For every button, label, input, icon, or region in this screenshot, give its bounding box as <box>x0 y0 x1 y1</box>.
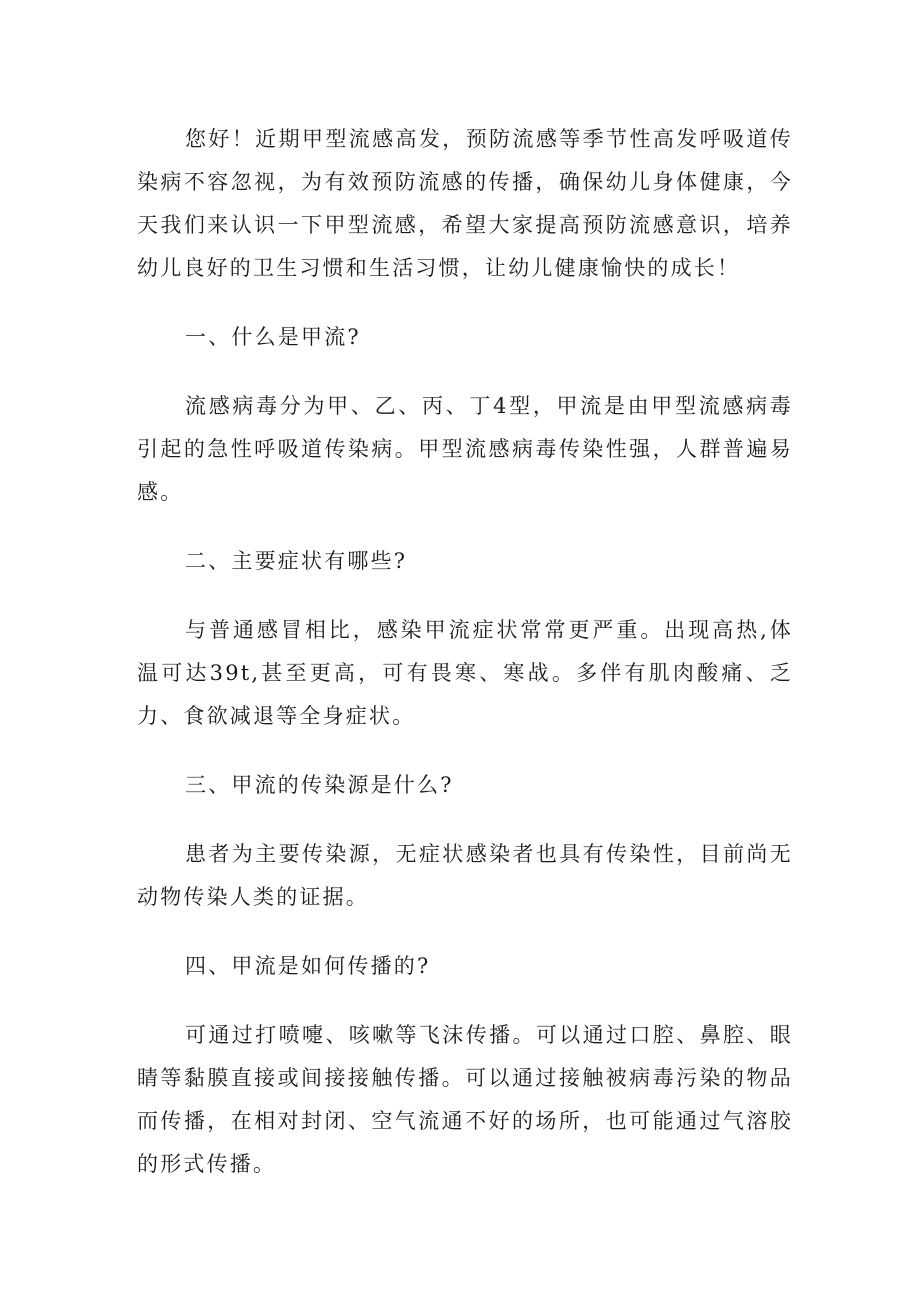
section-2-heading: 二、主要症状有哪些? <box>185 549 408 573</box>
document-body <box>137 118 793 1212</box>
section-3-heading: 三、甲流的传染源是什么? <box>185 773 454 797</box>
section-1-heading: 一、什么是甲流? <box>185 325 361 349</box>
intro-paragraph: 您好！近期甲型流感高发，预防流感等季节性高发呼吸道传染病不容忽视，为有效预防流感的传播，确保幼儿身体健康，今天我们来认识一下甲型流感，希望大家提高预防流感意识，培养幼儿良好的卫生习惯和生活习惯，让幼儿健康愉快的成长！ <box>137 127 793 280</box>
section-2-body: 与普通感冒相比，感染甲流症状常常更严重。出现高热,体温可达39t,甚至更高，可有畏寒、寒战。多伴有肌肉酸痛、乏力、食欲减退等全身症状。 <box>137 618 793 728</box>
section-4-heading: 四、甲流是如何传播的? <box>185 954 431 978</box>
section-1-body: 流感病毒分为甲、乙、丙、丁4型，甲流是由甲型流感病毒引起的急性呼吸道传染病。甲型流感病毒传染性强，人群普遍易感。 <box>137 394 793 504</box>
section-3-body: 患者为主要传染源，无症状感染者也具有传染性，目前尚无动物传染人类的证据。 <box>137 842 793 909</box>
section-4-body: 可通过打喷嚏、咳嗽等飞沫传播。可以通过口腔、鼻腔、眼睛等黏膜直接或间接接触传播。可以通过接触被病毒污染的物品而传播，在相对封闭、空气流通不好的场所，也可能通过气溶胶的形式传播。 <box>137 1023 793 1176</box>
